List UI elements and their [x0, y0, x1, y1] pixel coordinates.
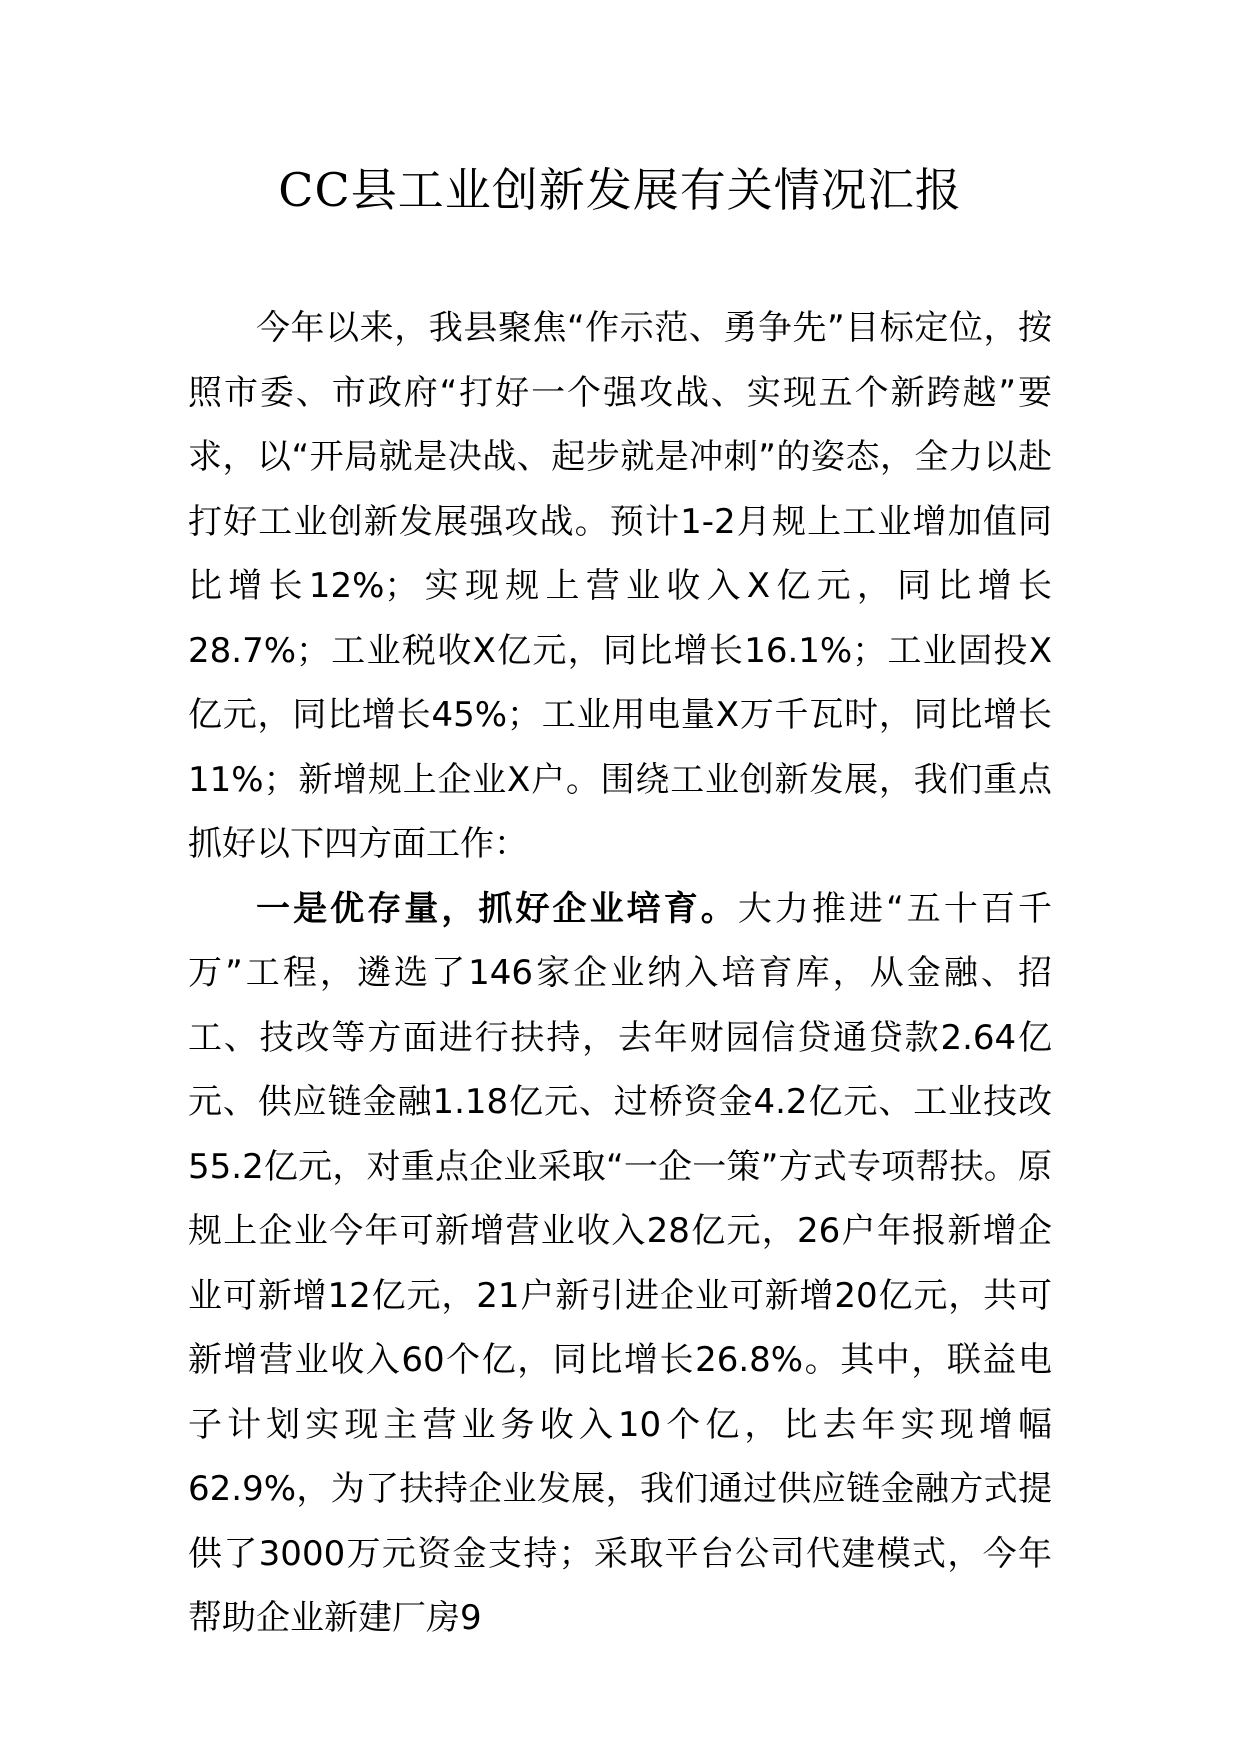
document-body	[188, 296, 1052, 1651]
paragraph-section-one	[188, 877, 1052, 1651]
document-title: CC县工业创新发展有关情况汇报	[278, 163, 962, 217]
paragraph-intro-text: 今年以来，我县聚焦“作示范、勇争先”目标定位，按照市委、市政府“打好一个强攻战、实现五个新跨越”要求，以“开局就是决战、起步就是冲刺”的姿态，全力以赴打好工业创新发展强攻战。预计1-2月规上工业增加值同比增长12%；实现规上营业收入X亿元，同比增长28.7%；工业税收X亿元，同比增长16.1%；工业固投X亿元，同比增长45%；工业用电量X万千瓦时，同比增长11%；新增规上企业X户。围绕工业创新发展，我们重点抓好以下四方面工作：	[188, 308, 1052, 864]
section-one-heading: 一是优存量，抓好企业培育。	[256, 888, 738, 929]
section-one-text: 大力推进“五十百千万”工程，遴选了146家企业纳入培育库，从金融、招工、技改等方面进行扶持，去年财园信贷通贷款2.64亿元、供应链金融1.18亿元、过桥资金4.2亿元、工业技改55.2亿元，对重点企业采取“一企一策”方式专项帮扶。原规上企业今年可新增营业收入28亿元，26户年报新增企业可新增12亿元，21户新引进企业可新增20亿元，共可新增营业收入60个亿，同比增长26.8%。其中，联益电子计划实现主营业务收入10个亿，比去年实现增幅62.9%，为了扶持企业发展，我们通过供应链金融方式提供了3000万元资金支持；采取平台公司代建模式，今年帮助企业新建厂房9	[188, 888, 1052, 1638]
paragraph-intro	[188, 296, 1052, 877]
